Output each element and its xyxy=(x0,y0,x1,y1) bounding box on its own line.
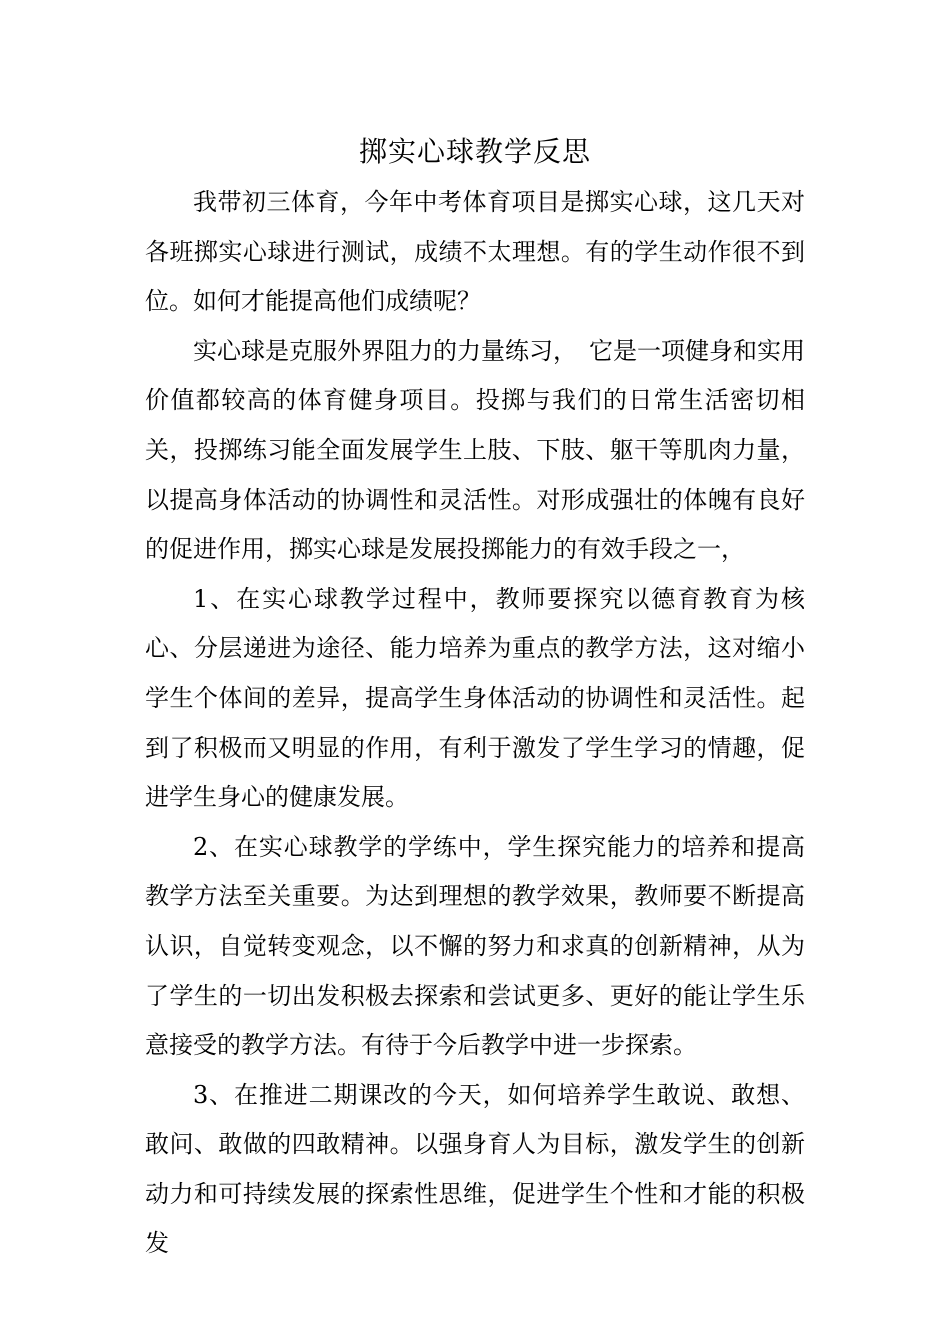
document-body xyxy=(145,178,805,1269)
document-title: 掷实心球教学反思 xyxy=(358,135,591,168)
paragraph-point-2: 2、在实心球教学的学练中，学生探究能力的培养和提高教学方法至关重要。为达到理想的教学效果，教师要不断提高认识，自觉转变观念，以不懈的努力和求真的创新精神，从为了学生的一切出发积极去探索和尝试更多、更好的能让学生乐意接受的教学方法。有待于今后教学中进一步探索。 xyxy=(145,832,805,1060)
paragraph-shot-put-overview: 实心球是克服外界阻力的力量练习， 它是一项健身和实用价值都较高的体育健身项目。投掷与我们的日常生活密切相关，投掷练习能全面发展学生上肢、下肢、躯干等肌肉力量，以提高身体活动的协调性和灵活性。对形成强壮的体魄有良好的促进作用，掷实心球是发展投掷能力的有效手段之一， xyxy=(145,336,805,564)
paragraph-point-3: 3、在推进二期课改的今天，如何培养学生敢说、敢想、敢问、敢做的四敢精神。以强身育人为目标，激发学生的创新动力和可持续发展的探索性思维，促进学生个性和才能的积极发 xyxy=(145,1080,805,1258)
paragraph-intro: 我带初三体育，今年中考体育项目是掷实心球，这几天对各班掷实心球进行测试，成绩不太理想。有的学生动作很不到位。如何才能提高他们成绩呢？ xyxy=(145,188,805,316)
paragraph-point-1: 1、在实心球教学过程中，教师要探究以德育教育为核心、分层递进为途径、能力培养为重点的教学方法，这对缩小学生个体间的差异，提高学生身体活动的协调性和灵活性。起到了积极而又明显的作用，有利于激发了学生学习的情趣，促进学生身心的健康发展。 xyxy=(145,584,805,812)
